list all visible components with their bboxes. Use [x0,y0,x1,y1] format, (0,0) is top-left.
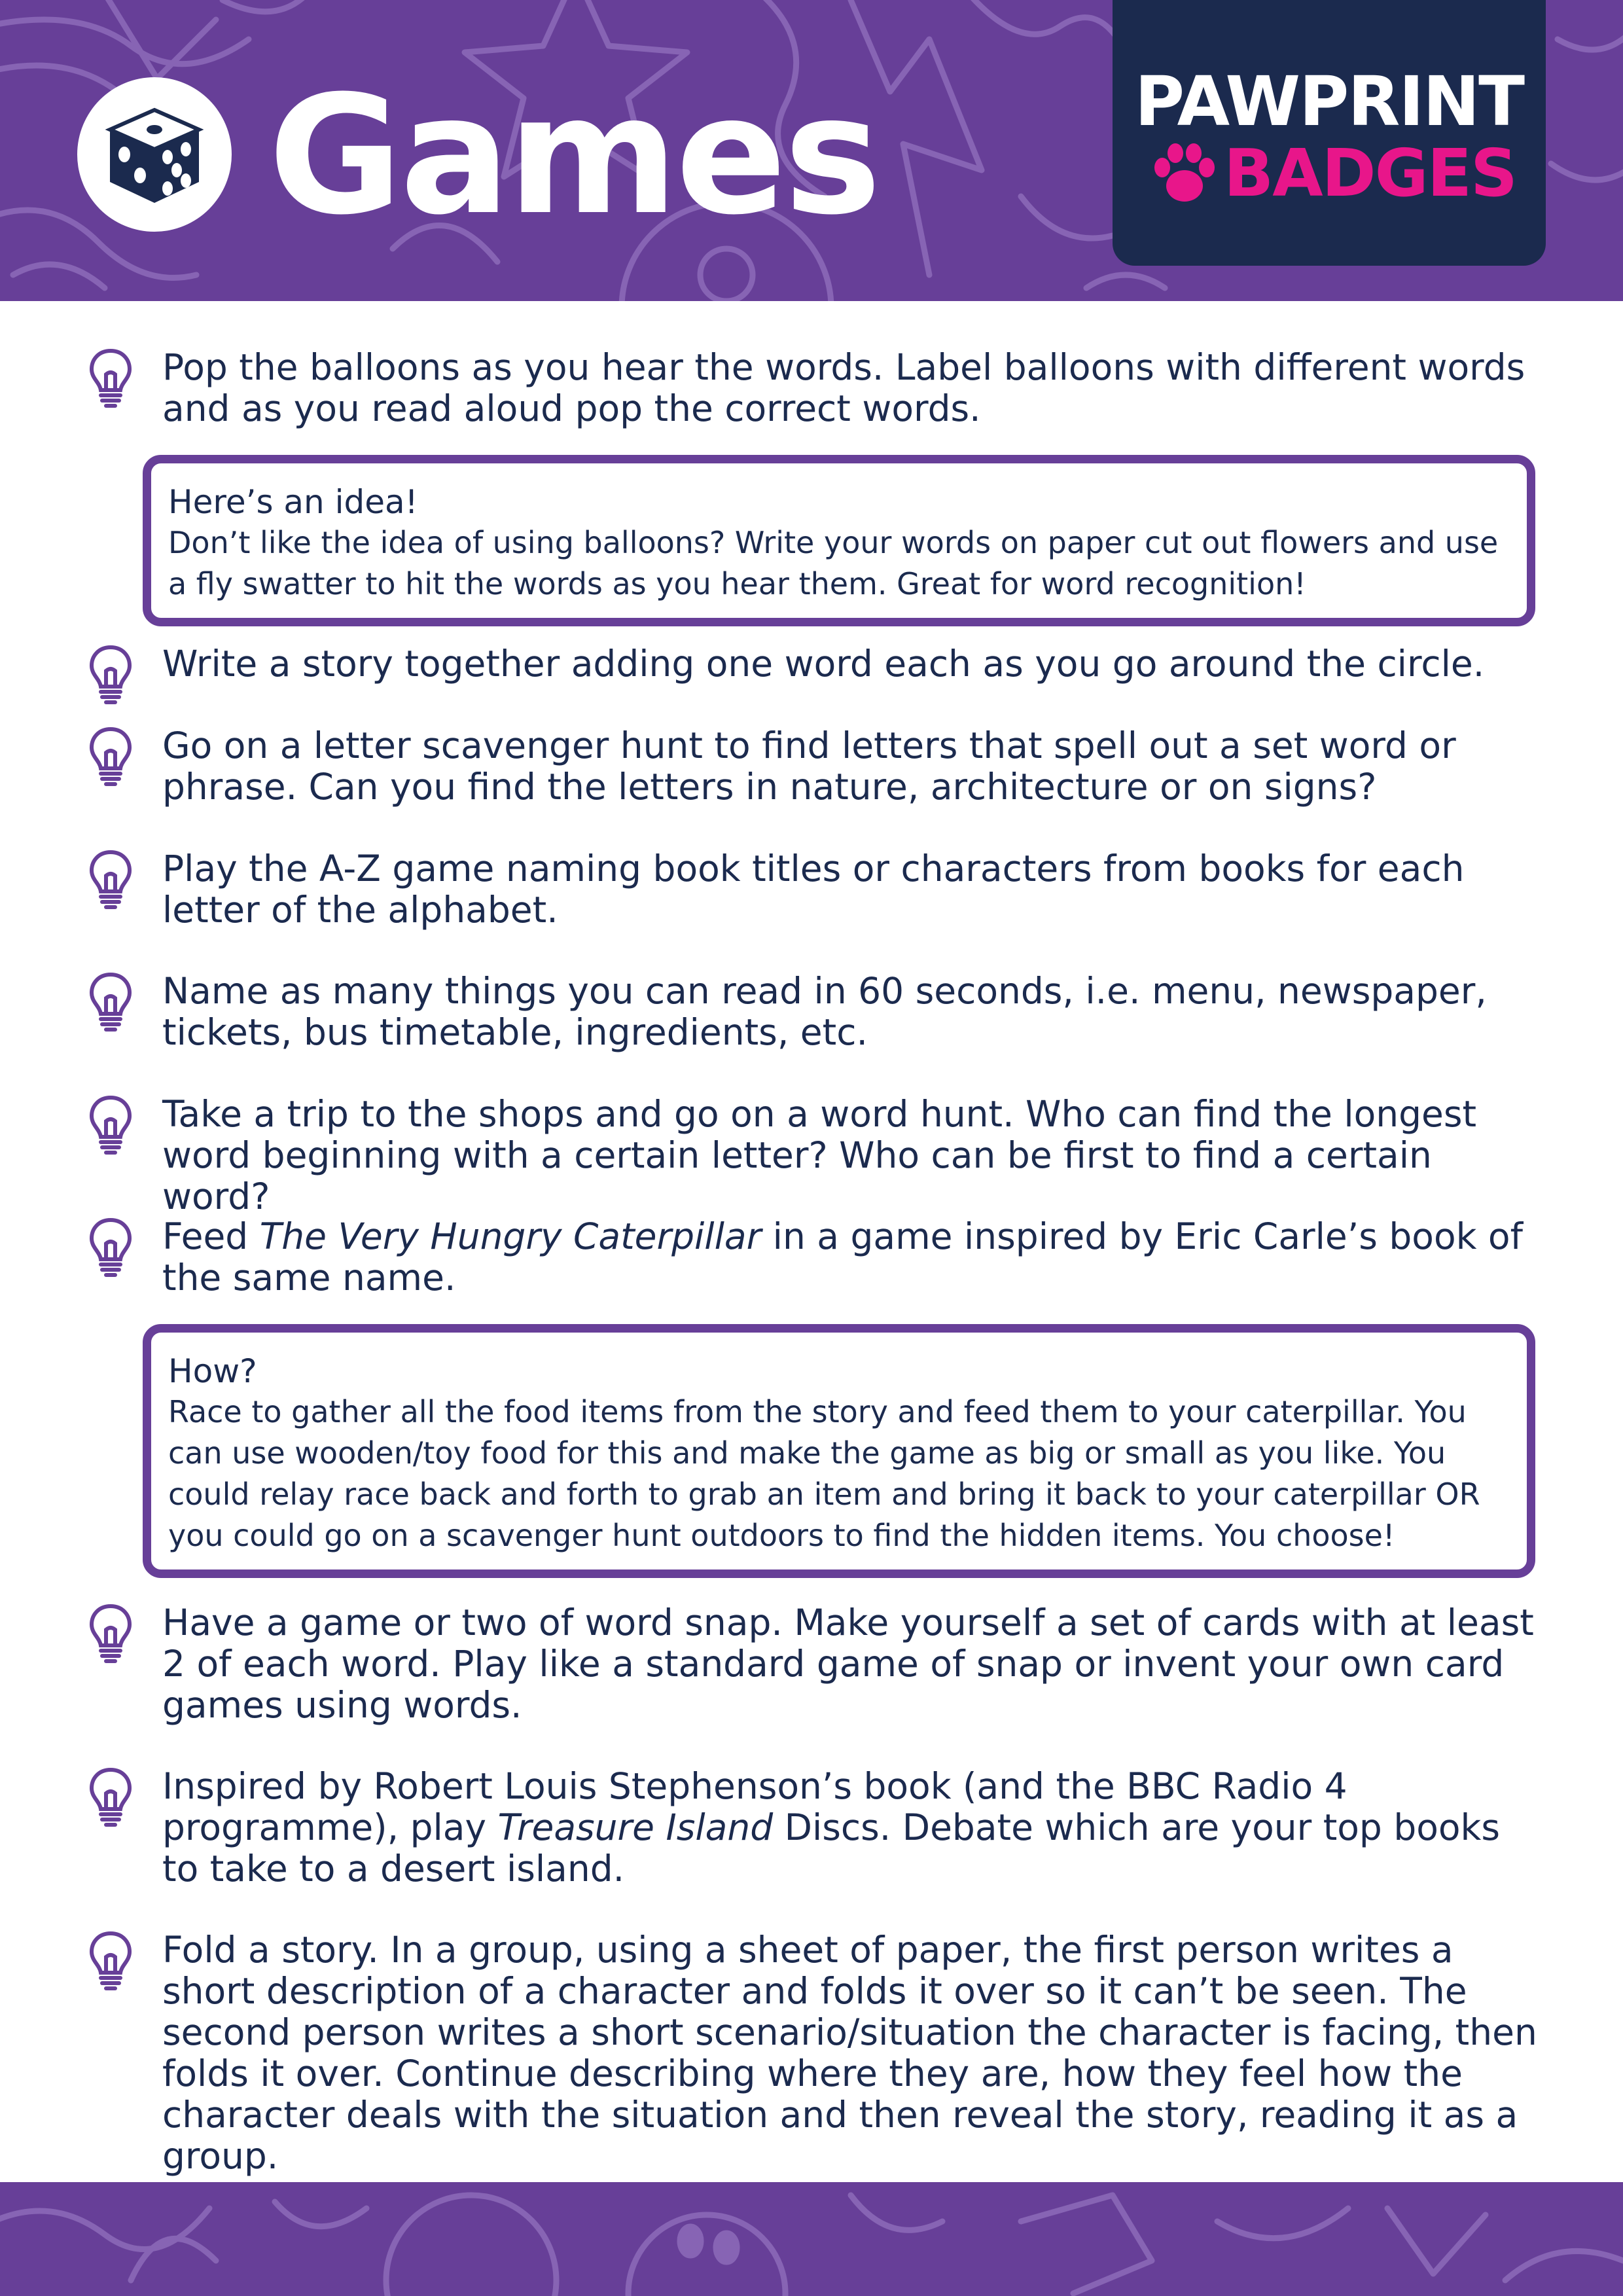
item-text: Write a story together adding one word each as you go around the circle. [162,643,1485,685]
item-text: Pop the balloons as you hear the words. Label balloons with different words and as you read aloud pop the correct words. [162,346,1525,429]
item-text: Fold a story. In a group, using a sheet of paper, the first person writes a short description of a character and folds it over so it can’t be seen. The second person writes a short scenario/situation the character is facing, then folds it over. Continue describing where they are, how they feel how the character deals with the situation and then reveal the story, reading it as a group. [162,1929,1537,2177]
book-title: Treasure Island [497,1806,774,1848]
lightbulb-icon [88,643,134,706]
item-text: Name as many things you can read in 60 seconds, i.e. menu, newspaper, tickets, bus timetable, ingredients, etc. [162,970,1487,1053]
logo-text-pawprint: PAWPRINT [1134,62,1524,141]
lightbulb-icon [88,1094,134,1157]
lightbulb-icon [88,848,134,911]
idea-callout [143,455,1535,626]
callout-body: Race to gather all the food items from the story and feed them to your caterpillar. You can use wooden/toy food for this and make the game as big or small as you like. You could relay race back and forth to grab an item and bring it back to your caterpillar OR you could go on a scavenger hunt outdoors to find the hidden items. You choose! [168,1394,1480,1553]
item-text: Play the A-Z game naming book titles or characters from books for each letter of the alphabet. [162,848,1465,931]
pawprint-badges-logo [1113,0,1546,266]
paw-icon [1150,141,1219,207]
item-text: Go on a letter scavenger hunt to find letters that spell out a set word or phrase. Can you find the letters in nature, architecture or on signs? [162,725,1456,808]
lightbulb-icon [88,725,134,788]
lightbulb-icon [88,1602,134,1665]
lightbulb-icon [88,1216,134,1279]
dice-icon [77,77,232,232]
item-text [162,1216,1543,1299]
dice-badge [77,77,232,232]
doodle-background-pattern [0,2182,1623,2296]
item-text-part: Inspired by Robert Louis Stephenson’s book (and the BBC Radio 4 programme), play [162,1765,1347,1848]
lightbulb-icon [88,347,134,410]
page-title: Games [268,60,879,251]
page-header [0,0,1623,301]
item-text: Have a game or two of word snap. Make yourself a set of cards with at least 2 of each word. Play like a standard game of snap or invent your own card games using words. [162,1602,1534,1726]
callout-title: How? [168,1352,257,1390]
logo-text-badges: BADGES [1224,135,1517,211]
book-title: The Very Hungry Caterpillar [259,1215,762,1257]
lightbulb-icon [88,1929,134,1992]
how-callout [143,1324,1535,1578]
item-text-part: Feed [162,1215,260,1257]
callout-title: Here’s an idea! [168,483,418,521]
item-text-part: Discs. Debate which are your top books to take to a desert island. [162,1806,1501,1890]
item-text-part: in a game inspired by Eric Carle’s book of the same name. [162,1215,1523,1299]
item-text [162,1766,1543,1890]
lightbulb-icon [88,1766,134,1829]
page-footer [0,2182,1623,2296]
lightbulb-icon [88,971,134,1033]
item-text: Take a trip to the shops and go on a word hunt. Who can find the longest word beginning with a certain letter? Who can be first to find a certain word? [162,1093,1477,1217]
callout-body: Don’t like the idea of using balloons? Write your words on paper cut out flowers and use a fly swatter to hit the words as you hear them. Great for word recognition! [168,525,1499,601]
